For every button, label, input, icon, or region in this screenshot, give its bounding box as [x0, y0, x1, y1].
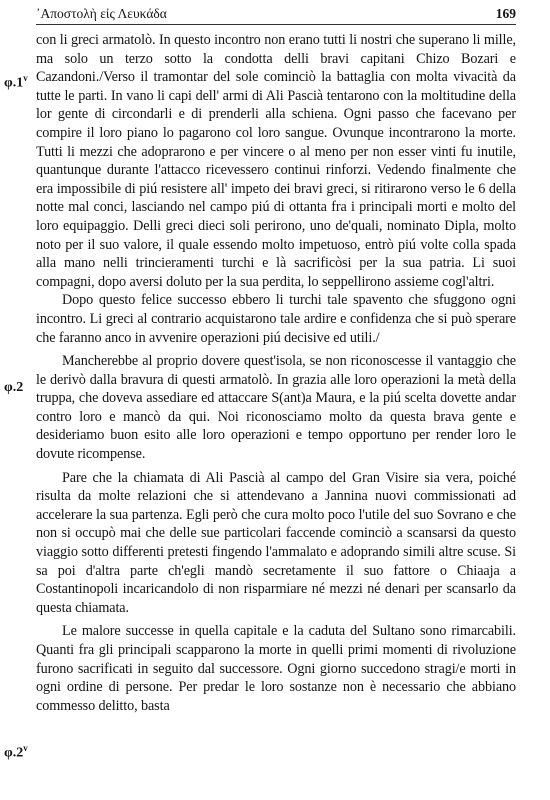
margin-note-label: φ.2 [4, 380, 24, 395]
margin-note-label: φ.1 [4, 75, 24, 91]
paragraph-ali-pasha-summons: Pare che la chiamata di Ali Pascià al campo del Gran Visire sia vera, poiché risulta da molte relazioni che si attendevano a Jannina nuovi commissionati ad accelerare la sua partenza. Egli però che cura molto poco l'utile del suo Sovrano e che non si occupò mai che delle sue particolari faccende cominciò a scansarsi da questo viaggio sotto differenti pretesti fingendo l'ammalato e adoprando simili altre scuse. Si sa poi d'altra parte ch'egli mandò secretamente il suo fattore o Chiaaja a Costantinopoli incaricandolo di non risparmiare né mezzi né denari per scansarlo da questa chiamata. [36, 469, 516, 616]
paragraph-armatoli-battle: con li greci armatolò. In questo incontro non erano tutti li nostri che superano li mille, ma solo un terzo sotto la condotta delli bravi capitani Chizo Bozari e Cazandoni./Verso il tramontar del sole cominciò la battaglia con molta vivacità da tutte le parti. In vano li capi dell' armi di Ali Pascià tentarono con la moltitudine della lor gente di circondarli e di prenderli alla schiena. Ogni passo che facevano per compire il loro piano lo pagarono col loro sangue. Ovunque incontrarono la morte. Tutti li mezzi che adoprarono e per vincere o al meno per non esser vinti fu inutile, quantunque durante l'attacco ricevessero continui rinforzi. Vedendo finalmente che era impossibile di piú resistere all' impeto dei bravi greci, si ritirarono verso le 6 della notte mal conci, lasciando nel campo piú di ottanta fra i principali morti e molto del loro equipaggio. Delli greci dieci soli perirono, uno de'quali, nominato Dipla, molto noto per il suo valore, il quale essendo molto impetuoso, entrò piú volte colla spada alla mano nelli trincieramenti turchi e là sacrificòsi per la sua patria. Li suoi compagni, dopo aversi doluto per la sua perdita, lo seppellirono assieme cogl'altri. [36, 32, 516, 290]
margin-note-label: φ.2 [4, 745, 24, 761]
margin-note-folio-2 [4, 380, 34, 396]
margin-note-folio-2v [4, 743, 34, 762]
page-number: 169 [495, 6, 516, 21]
running-title: ᾿Αποστολὴ εἰς Λευκάδα [36, 6, 167, 21]
paragraph-island-gratitude: Mancherebbe al proprio dovere quest'isola, se non riconoscesse il vantaggio che le derivò dalla bravura di questi armatolò. In grazia alle loro operazioni la metà della truppa, che doveva assediare ed attaccare S(ant)a Maura, e la piú scelta dovette andar contro loro e mancò da qui. Noi riconosciamo molto da questa brava gente e desideriamo buon esito alle loro operazioni e tempo opportuno per render loro le dovute ricompense. [36, 353, 516, 463]
margin-note-folio-1v [4, 73, 34, 92]
paragraph-constantinople-events: Le malore successe in quella capitale e la caduta del Sultano sono rimarcabili. Quanti fra gli principali scapparono la morte in quelli primi momenti di rivoluzione furono sacrificati in seguito dal successore. Ogni giorno succedono stragi/e morti in ogni ordine di persone. Per predar le loro sostanze non è necessario che abbiano commesso delitto, basta [36, 623, 516, 714]
margin-note-sup: v [23, 73, 28, 83]
page-body [36, 31, 516, 715]
header-rule [36, 24, 516, 25]
margin-note-sup: v [23, 743, 28, 753]
running-header [36, 6, 516, 24]
paragraph-turks-fear: Dopo questo felice successo ebbero li turchi tale spavento che sfuggono ogni incontro. Li greci al contrario acquistarono tale ardire e confidenza che si può sperare che faranno anco in avvenire operazioni piú decisive ed utili./ [36, 292, 516, 346]
